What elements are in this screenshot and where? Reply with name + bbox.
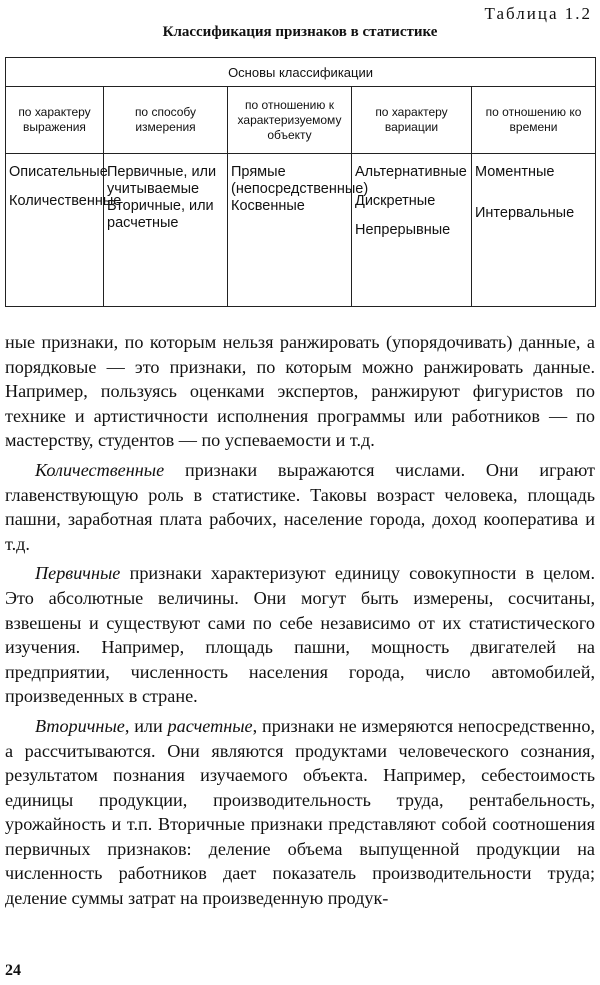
paragraph-text: , или	[124, 715, 168, 736]
table-cell-item: Вторичные, или расчетные	[107, 198, 214, 231]
table-cell-item: Непрерывные	[355, 222, 451, 238]
table-header-cell: по отношению ко времени	[472, 87, 596, 154]
page-number: 24	[5, 962, 21, 979]
table-title: Классификация признаков в статистике	[162, 24, 438, 40]
paragraph-text: признаки выражаются числами. Они играют главенствующую роль в статистике. Таковы возраст человека, площадь пашни, заработная плата рабочих, население города, доход кооператива и т.д.	[5, 459, 595, 554]
table-header-cell: по отношению к характеризуемому объекту	[228, 87, 352, 154]
table-cell	[104, 154, 228, 307]
term: Количественные	[35, 459, 165, 480]
paragraph: ные признаки, по которым нельзя ранжировать (упорядочивать) данные, а порядковые — это признаки, по которым можно ранжировать данные. Например, пользуясь оценками экспертов, ранжируют фигуристов по технике и артистичности исполнения программы или работников — по мастерству, студентов — по успеваемости и т.д.	[5, 332, 595, 451]
paragraph	[5, 561, 595, 709]
table-cell-item: Количественные	[9, 193, 122, 209]
table-cell-item: Интервальные	[475, 205, 575, 221]
table-cell	[228, 154, 369, 307]
table-cell-item: Прямые (непосредственные)	[231, 164, 369, 197]
table-cell-item: Описательные	[9, 164, 108, 180]
table-cell	[6, 154, 122, 307]
table-header-cell: по способу измерения	[104, 87, 228, 154]
table-header-cell: по характеру выражения	[6, 87, 104, 154]
table-cell-item: Косвенные	[231, 198, 305, 214]
classification-table	[5, 57, 596, 307]
table-cell-item: Первичные, или учитываемые	[107, 164, 217, 197]
paragraph	[5, 714, 595, 911]
paragraph-text: , признаки не измеряются непосредственно, а рассчитываются. Они являются продуктами человеческого сознания, результатом познания изучаемого объекта. Например, себестоимость единицы продукции, производительность труда, рентабельность, урожайность и т.п. Вторичные признаки представляют собой соотношения первичных признаков: деление объема выпущенной продукции на численность работников дает показатель производительности труда; деление суммы затрат на произведенную продук-	[5, 715, 595, 909]
term: расчетные	[167, 715, 253, 736]
table-number: Таблица 1.2	[484, 4, 592, 23]
table-cell-item: Дискретные	[355, 193, 436, 209]
body-text	[5, 330, 595, 911]
table-cell-item: Альтернативные	[355, 164, 467, 180]
paragraph	[5, 458, 595, 556]
table-cell	[472, 154, 596, 307]
table-header-top: Основы классификации	[6, 58, 596, 87]
term: Вторичные	[35, 715, 125, 736]
table-cell	[352, 154, 472, 307]
table-cell-item: Моментные	[475, 164, 555, 180]
table-header-cell: по характеру вариации	[352, 87, 472, 154]
term: Первичные	[35, 563, 121, 584]
paragraph-text: признаки характеризуют единицу совокупности в целом. Это абсолютные величины. Они могут быть измерены, сосчитаны, взвешены и существуют сами по себе независимо от их статистического изучения. Например, площадь пашни, мощность двигателей на предприятии, численность населения города, число автомобилей, произведенных в стране.	[5, 563, 595, 707]
